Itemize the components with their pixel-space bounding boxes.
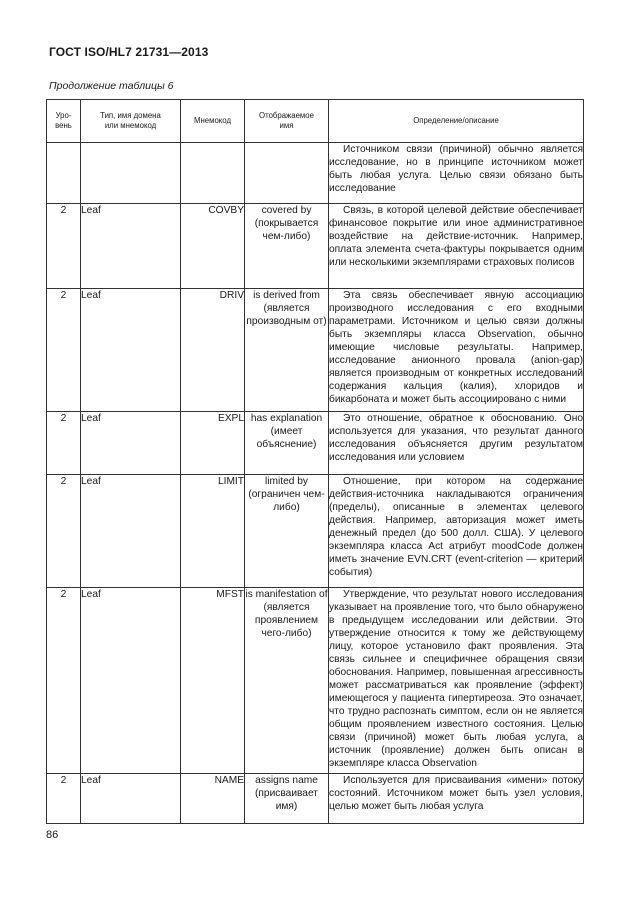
definitions-table xyxy=(46,99,584,824)
cell-type: Leaf xyxy=(81,774,181,824)
cell-display-name: limited by (ограничен чем-либо) xyxy=(245,475,329,588)
cell-display-name: assigns name (присваивает имя) xyxy=(245,774,329,824)
table-header-row xyxy=(47,100,584,143)
cell-display-name xyxy=(245,143,329,204)
table-row xyxy=(47,774,584,824)
cell-definition: Утверждение, что результат нового исследования указывает на проявление того, что было обнаружено в предыдущем исследовании или действии. Это утверждение относится к тому же действующему лицу, которое установило факт проявления. Эта связь сильнее и специфичнее обращения связи обоснования. Например, повышенная агрессивность может рассматриваться как проявление (эффект) имеющегося у пациента гипертиреоза. Это означает, что трудно распознать симптом, если он не является общим проявлением известного состояния. Целью связи (причиной) может быть любая услуга, а источник (проявление) должен быть описан в экземпляре класса Observation xyxy=(329,588,584,774)
table-row xyxy=(47,588,584,774)
cell-mnemonic xyxy=(181,143,245,204)
cell-display-name: is manifestation of (является проявлением чего-либо) xyxy=(245,588,329,774)
cell-definition: Источником связи (причиной) обычно является исследование, но в принципе источником может быть любая услуга. Целью связи обязано быть исследование xyxy=(329,143,584,204)
document-title: ГОСТ ISO/HL7 21731—2013 xyxy=(49,45,209,59)
cell-mnemonic: EXPL xyxy=(181,412,245,475)
header-mnemonic: Мнемокод xyxy=(181,100,245,143)
cell-level: 2 xyxy=(47,289,81,412)
table-row xyxy=(47,412,584,475)
cell-level: 2 xyxy=(47,588,81,774)
cell-definition: Это отношение, обратное к обоснованию. Оно используется для указания, что результат данного исследования объясняется другим результатом исследования или условием xyxy=(329,412,584,475)
cell-mnemonic: MFST xyxy=(181,588,245,774)
table-row xyxy=(47,143,584,204)
cell-definition: Используется для присваивания «имени» потоку состояний. Источником может быть узел условия, целью может быть любая услуга xyxy=(329,774,584,824)
cell-definition: Эта связь обеспечивает явную ассоциацию производного исследования с его входными параметрами. Источником и целью связи должны быть экземпляры класса Observation, обычно имеющие числовые результаты. Например, исследование анионного провала (anion-gap) является производным от конкретных исследований содержания кальция (калия), хлоридов и бикарбоната и может быть ассоциировано с ними xyxy=(329,289,584,412)
cell-level: 2 xyxy=(47,774,81,824)
header-level: Уро- вень xyxy=(47,100,81,143)
cell-type xyxy=(81,143,181,204)
table-row xyxy=(47,204,584,289)
cell-type: Leaf xyxy=(81,412,181,475)
cell-type: Leaf xyxy=(81,204,181,289)
cell-display-name: has explanation (имеет объяснение) xyxy=(245,412,329,475)
cell-type: Leaf xyxy=(81,588,181,774)
cell-mnemonic: DRIV xyxy=(181,289,245,412)
table-row xyxy=(47,289,584,412)
cell-level: 2 xyxy=(47,475,81,588)
cell-mnemonic: NAME xyxy=(181,774,245,824)
cell-definition: Связь, в которой целевой действие обеспечивает финансовое покрытие или иное административное воздействие на действие-источник. Например, оплата элемента счета-фактуры покрывается одним или несколькими экземплярами страховых полисов xyxy=(329,204,584,289)
cell-type: Leaf xyxy=(81,475,181,588)
header-definition: Определение/описание xyxy=(329,100,584,143)
cell-mnemonic: COVBY xyxy=(181,204,245,289)
cell-display-name: is derived from (является производным от) xyxy=(245,289,329,412)
cell-definition: Отношение, при котором на содержание действия-источника накладываются ограничения (пределы), описанные в элементах целевого действия. Например, авторизация может иметь денежный предел (до 500 долл. США). У целевого экземпляра класса Act атрибут moodCode должен иметь значение EVN.CRT (event-criterion — критерий события) xyxy=(329,475,584,588)
page-number: 86 xyxy=(46,829,59,841)
header-display-name: Отображаемое имя xyxy=(245,100,329,143)
table-caption: Продолжение таблицы 6 xyxy=(49,80,174,92)
cell-display-name: covered by (покрывается чем-либо) xyxy=(245,204,329,289)
cell-type: Leaf xyxy=(81,289,181,412)
cell-level: 2 xyxy=(47,412,81,475)
cell-level: 2 xyxy=(47,204,81,289)
table-row xyxy=(47,475,584,588)
header-type: Тип, имя домена или мнемокод xyxy=(81,100,181,143)
cell-level xyxy=(47,143,81,204)
cell-mnemonic: LIMIT xyxy=(181,475,245,588)
